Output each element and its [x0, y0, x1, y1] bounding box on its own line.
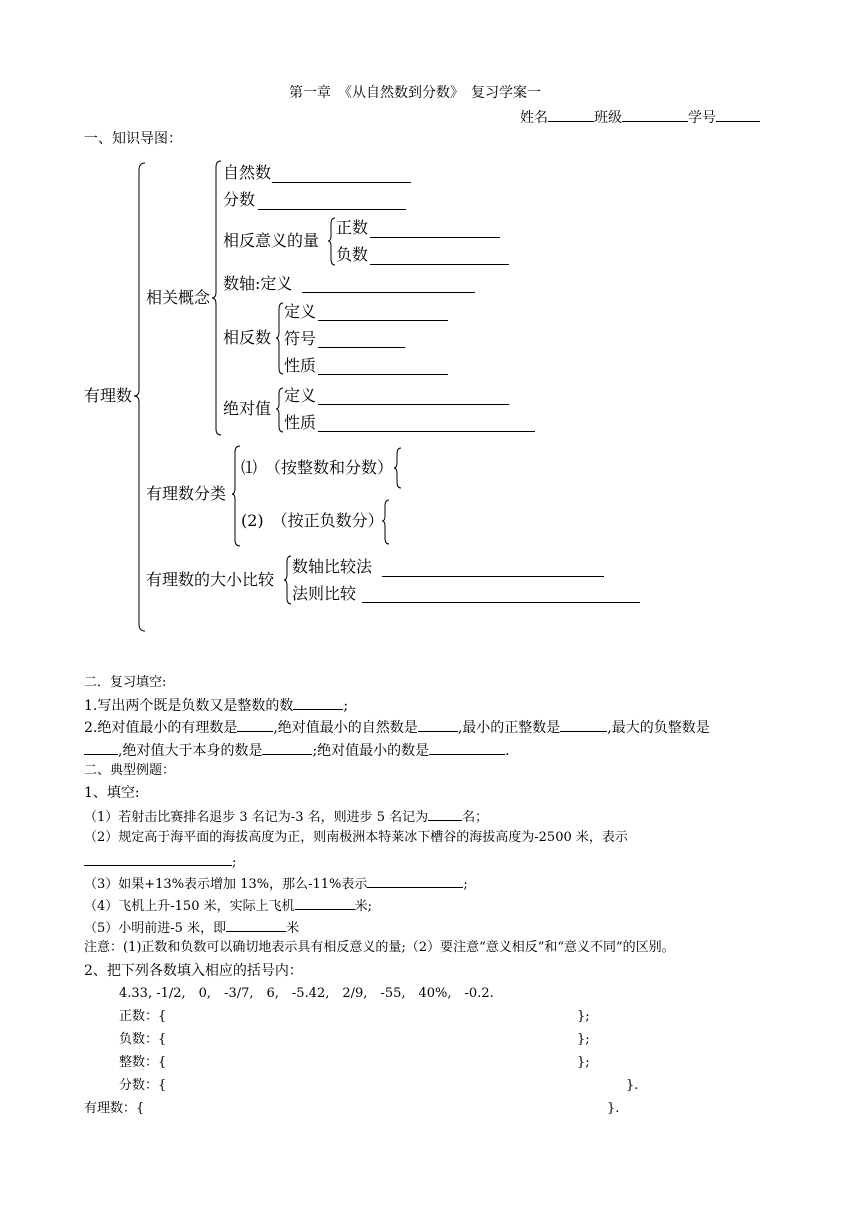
concept-opposite-meaning: 相反意义的量 — [223, 231, 320, 250]
review-question-2-cont: ,绝对值大于本身的数是 ;绝对值最小的数是 . — [84, 742, 510, 758]
blank-line — [318, 404, 509, 405]
example-note: 注意：(1)正数和负数可以确切地表示具有相反意义的量;（2）要注意“意义相反”和“意义不同”的区别。 — [84, 940, 675, 955]
answer-blank — [428, 808, 462, 821]
blank-line — [318, 374, 448, 375]
classification-integer-fraction: ⑴ （按整数和分数） — [241, 458, 394, 477]
name-label: 姓名 — [520, 110, 548, 126]
blank-line — [370, 237, 500, 238]
number-list: 4.33, -1/2, 0, -3/7, 6, -5.42, 2/9, -55, 40%, -0.2. — [119, 986, 494, 1001]
concept-classification: 有理数分类 — [146, 484, 227, 503]
set-integer-label: 整数：{ — [119, 1055, 167, 1070]
set-integer-close: }; — [577, 1055, 590, 1070]
example-item-5: （5）小明前进-5 米，即 米 — [84, 921, 300, 936]
answer-blank — [237, 719, 273, 732]
concept-comparison: 有理数的大小比较 — [146, 570, 275, 589]
example-1-heading: 1、填空: — [84, 785, 140, 801]
blank-line — [318, 431, 535, 432]
set-rational-close: }. — [607, 1101, 620, 1116]
class-label: 班级 — [594, 110, 622, 126]
opposite-symbol: 符号 — [284, 329, 317, 348]
answer-blank — [560, 719, 607, 732]
answer-blank — [429, 742, 505, 755]
answer-blank — [367, 875, 463, 888]
blank-line — [272, 182, 411, 183]
answer-blank — [418, 719, 458, 732]
abs-property: 性质 — [284, 413, 317, 432]
review-question-2: 2.绝对值最小的有理数是 ,绝对值最小的自然数是 ,最小的正整数是 ,最大的负整数是 — [84, 720, 710, 736]
blank-line — [318, 347, 405, 348]
answer-blank — [226, 919, 286, 932]
compare-rule: 法则比较 — [292, 584, 357, 603]
classification-positive-negative: (2) （按正负数分） — [241, 511, 384, 530]
set-negative-label: 负数：{ — [119, 1032, 167, 1047]
concept-rational: 有理数 — [84, 386, 133, 405]
example-item-2-cont: ; — [84, 853, 236, 869]
concept-related: 相关概念 — [146, 288, 211, 307]
set-negative-close: }; — [577, 1032, 590, 1047]
blank-line — [382, 576, 604, 577]
opposite-property: 性质 — [284, 356, 317, 375]
concept-opposite-number: 相反数 — [223, 328, 272, 347]
blank-line — [302, 292, 475, 293]
concept-negative: 负数 — [336, 245, 369, 264]
blank-line — [318, 320, 448, 321]
concept-number-axis: 数轴:定义 — [223, 274, 293, 293]
concept-positive: 正数 — [336, 218, 369, 237]
review-question-1: 1.写出两个既是负数又是整数的数 ; — [84, 698, 349, 714]
concept-natural: 自然数 — [223, 163, 272, 182]
answer-blank — [293, 697, 343, 710]
abs-definition: 定义 — [284, 386, 317, 405]
section-heading-map: 一、知识导图： — [84, 131, 182, 147]
section-heading-examples: 二、典型例题： — [84, 763, 176, 778]
answer-blank — [262, 742, 312, 755]
example-item-4: （4）飞机上升-150 米，实际上飞机 米; — [84, 899, 372, 914]
answer-blank — [295, 897, 355, 910]
set-rational-label: 有理数：{ — [84, 1101, 145, 1116]
set-fraction-label: 分数：{ — [119, 1078, 167, 1093]
id-label: 学号 — [688, 110, 716, 126]
blank-line — [362, 602, 640, 603]
example-item-2: （2）规定高于海平面的海拔高度为正，则南极洲本特莱冰下槽谷的海拔高度为-2500 米，表示 — [84, 830, 628, 845]
set-positive-label: 正数：{ — [119, 1009, 167, 1024]
concept-absolute-value: 绝对值 — [223, 399, 272, 418]
page-title: 第一章 《从自然数到分数》 复习学案一 — [289, 85, 541, 101]
concept-fraction: 分数 — [223, 190, 256, 209]
set-fraction-close: }. — [626, 1078, 639, 1093]
example-item-1: （1）若射击比赛排名退步 3 名记为-3 名，则进步 5 名记为 名； — [84, 810, 489, 825]
set-positive-close: }; — [577, 1009, 590, 1024]
opposite-definition: 定义 — [284, 302, 317, 321]
example-item-3: （3）如果+13%表示增加 13%，那么-11%表示 ; — [84, 877, 468, 892]
blank-line — [370, 264, 509, 265]
answer-blank — [84, 853, 232, 866]
section-heading-review: 二．复习填空: — [84, 675, 167, 690]
compare-number-axis: 数轴比较法 — [292, 557, 373, 576]
answer-blank — [84, 742, 118, 755]
example-2-heading: 2、把下列各数填入相应的括号内： — [84, 963, 303, 979]
blank-line — [258, 209, 406, 210]
